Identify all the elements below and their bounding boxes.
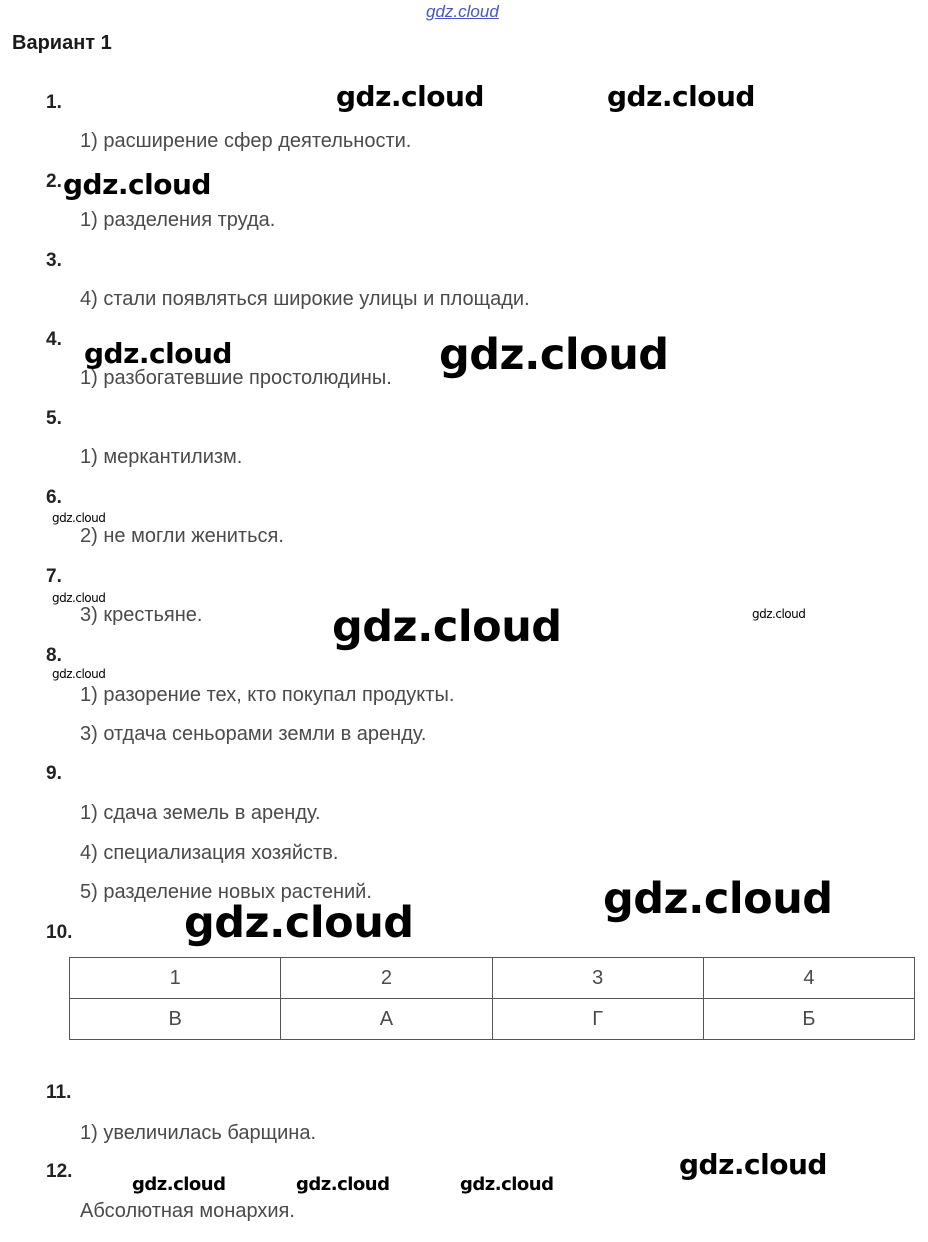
question-number: 1. [46,92,62,113]
site-mark[interactable]: gdz.cloud [426,2,499,21]
answer-table [69,957,915,1040]
table-cell: 3 [492,958,703,999]
question-number: 10. [46,922,73,943]
watermark: gdz.cloud [752,607,806,621]
watermark: gdz.cloud [84,337,232,370]
watermark: gdz.cloud [52,591,106,605]
watermark: gdz.cloud [336,80,484,113]
watermark: gdz.cloud [63,168,211,201]
watermark: gdz.cloud [603,874,833,924]
watermark: gdz.cloud [439,330,669,380]
table-cell: Г [492,999,703,1040]
answer-text: 3) отдача сеньорами земли в аренду. [80,723,427,745]
watermark: gdz.cloud [132,1174,226,1195]
watermark: gdz.cloud [332,602,562,652]
question-number: 2. [46,171,62,192]
table-cell: 1 [70,958,281,999]
table-cell: А [281,999,492,1040]
question-number: 5. [46,408,62,429]
table-row [70,999,915,1040]
watermark: gdz.cloud [184,898,414,948]
table-cell: 4 [703,958,914,999]
answer-text: 1) меркантилизм. [80,446,243,468]
answer-text: 4) специализация хозяйств. [80,842,339,864]
watermark: gdz.cloud [460,1174,554,1195]
answer-text: 1) увеличилась барщина. [80,1122,316,1144]
watermark: gdz.cloud [679,1148,827,1181]
watermark: gdz.cloud [607,80,755,113]
answer-text: 2) не могли жениться. [80,525,284,547]
question-number: 6. [46,487,62,508]
watermark: gdz.cloud [296,1174,390,1195]
question-number: 8. [46,645,62,666]
table-cell: 2 [281,958,492,999]
watermark: gdz.cloud [52,667,106,681]
question-number: 12. [46,1161,73,1182]
watermark: gdz.cloud [52,511,106,525]
table-header-row [70,958,915,999]
question-number: 9. [46,763,62,784]
answer-text: 1) разделения труда. [80,209,276,231]
question-number: 3. [46,250,62,271]
question-number: 11. [46,1082,72,1103]
answer-text: 1) разбогатевшие простолюдины. [80,367,392,389]
question-number: 4. [46,329,62,350]
question-number: 7. [46,566,62,587]
table-cell: В [70,999,281,1040]
answer-text: 4) стали появляться широкие улицы и площади. [80,288,530,310]
table-cell: Б [703,999,914,1040]
answer-text: 1) расширение сфер деятельности. [80,130,412,152]
answer-text: 1) сдача земель в аренду. [80,802,321,824]
answer-text: 3) крестьяне. [80,604,203,626]
page-title: Вариант 1 [12,32,112,54]
answer-text: Абсолютная монархия. [80,1200,295,1222]
answer-text: 1) разорение тех, кто покупал продукты. [80,684,455,706]
answer-text: 5) разделение новых растений. [80,881,372,903]
